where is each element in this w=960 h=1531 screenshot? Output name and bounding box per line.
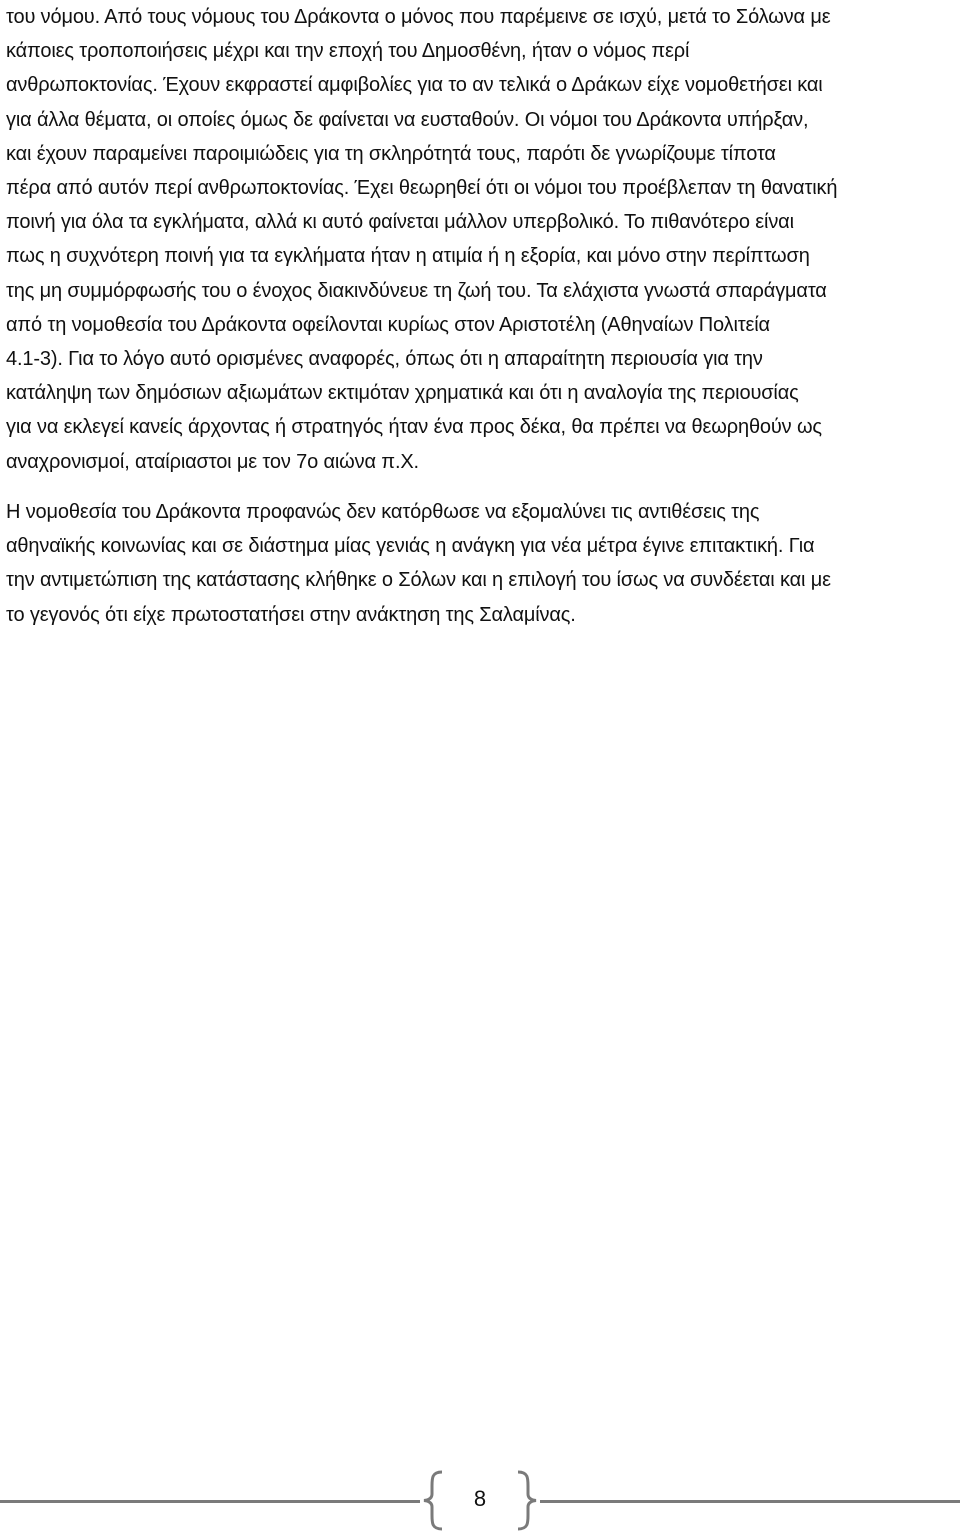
paragraph-line: της μη συμμόρφωσής του ο ένοχος διακινδύνευε τη ζωή του. Τα ελάχιστα γνωστά σπαράγματα — [6, 279, 827, 302]
right-brace-icon — [512, 1470, 542, 1531]
paragraph-line: ποινή για όλα τα εγκλήματα, αλλά κι αυτό φαίνεται μάλλον υπερβολικό. Το πιθανότερο είναι — [6, 211, 794, 234]
paragraph-line: και έχουν παραμείνει παροιμιώδεις για τη σκληρότητά τους, παρότι δε γνωρίζουμε τίποτα — [6, 142, 776, 165]
paragraph-line: αναχρονισμοί, αταίριαστοι με τον 7ο αιώνα π.Χ. — [6, 450, 419, 473]
page-footer — [0, 1470, 960, 1531]
left-brace-icon — [418, 1470, 448, 1531]
footer-rule-right — [540, 1500, 960, 1503]
paragraph-line: την αντιμετώπιση της κατάστασης κλήθηκε ο Σόλων και η επιλογή του ίσως να συνδέεται και με — [6, 569, 831, 592]
paragraph-line: για να εκλεγεί κανείς άρχοντας ή στρατηγός ήταν ένα προς δέκα, θα πρέπει να θεωρηθούν ως — [6, 416, 822, 439]
paragraph-line: πως η συχνότερη ποινή για τα εγκλήματα ήταν η ατιμία ή η εξορία, και μόνο στην περίπτωση — [6, 245, 810, 268]
paragraph-1 — [6, 0, 837, 479]
paragraph-line: του νόμου. Από τους νόμους του Δράκοντα ο μόνος που παρέμεινε σε ισχύ, μετά το Σόλωνα με — [6, 6, 831, 28]
paragraph-line: πέρα από αυτόν περί ανθρωποκτονίας. Έχει θεωρηθεί ότι οι νόμοι του προέβλεπαν τη θανατική — [6, 177, 838, 200]
paragraph-line: κάποιες τροποποιήσεις μέχρι και την εποχή του Δημοσθένη, ήταν ο νόμος περί — [6, 40, 690, 63]
paragraph-line: ανθρωποκτονίας. Έχουν εκφραστεί αμφιβολίες για το αν τελικά ο Δράκων είχε νομοθετήσει και — [6, 74, 823, 97]
paragraph-line: κατάληψη των δημόσιων αξιωμάτων εκτιμόταν χρηματικά και ότι η αναλογία της περιουσίας — [6, 382, 799, 405]
paragraph-line: αθηναϊκής κοινωνίας και σε διάστημα μίας γενιάς η ανάγκη για νέα μέτρα έγινε επιτακτική. Για — [6, 535, 815, 558]
page-number: 8 — [473, 1486, 487, 1511]
paragraph-line: Η νομοθεσία του Δράκοντα προφανώς δεν κατόρθωσε να εξομαλύνει τις αντιθέσεις της — [6, 501, 760, 523]
paragraph-line: 4.1-3). Για το λόγο αυτό ορισμένες αναφορές, όπως ότι η απαραίτητη περιουσία για την — [6, 348, 763, 371]
paragraph-line: το γεγονός ότι είχε πρωτοστατήσει στην ανάκτηση της Σαλαμίνας. — [6, 603, 576, 626]
paragraph-line: από τη νομοθεσία του Δράκοντα οφείλονται κυρίως στον Αριστοτέλη (Αθηναίων Πολιτεία — [6, 313, 770, 336]
paragraph-line: για άλλα θέματα, οι οποίες όμως δε φαίνεται να ευσταθούν. Οι νόμοι του Δράκοντα υπήρξαν, — [6, 108, 809, 131]
footer-rule-left — [0, 1500, 420, 1503]
paragraph-2 — [6, 495, 831, 632]
